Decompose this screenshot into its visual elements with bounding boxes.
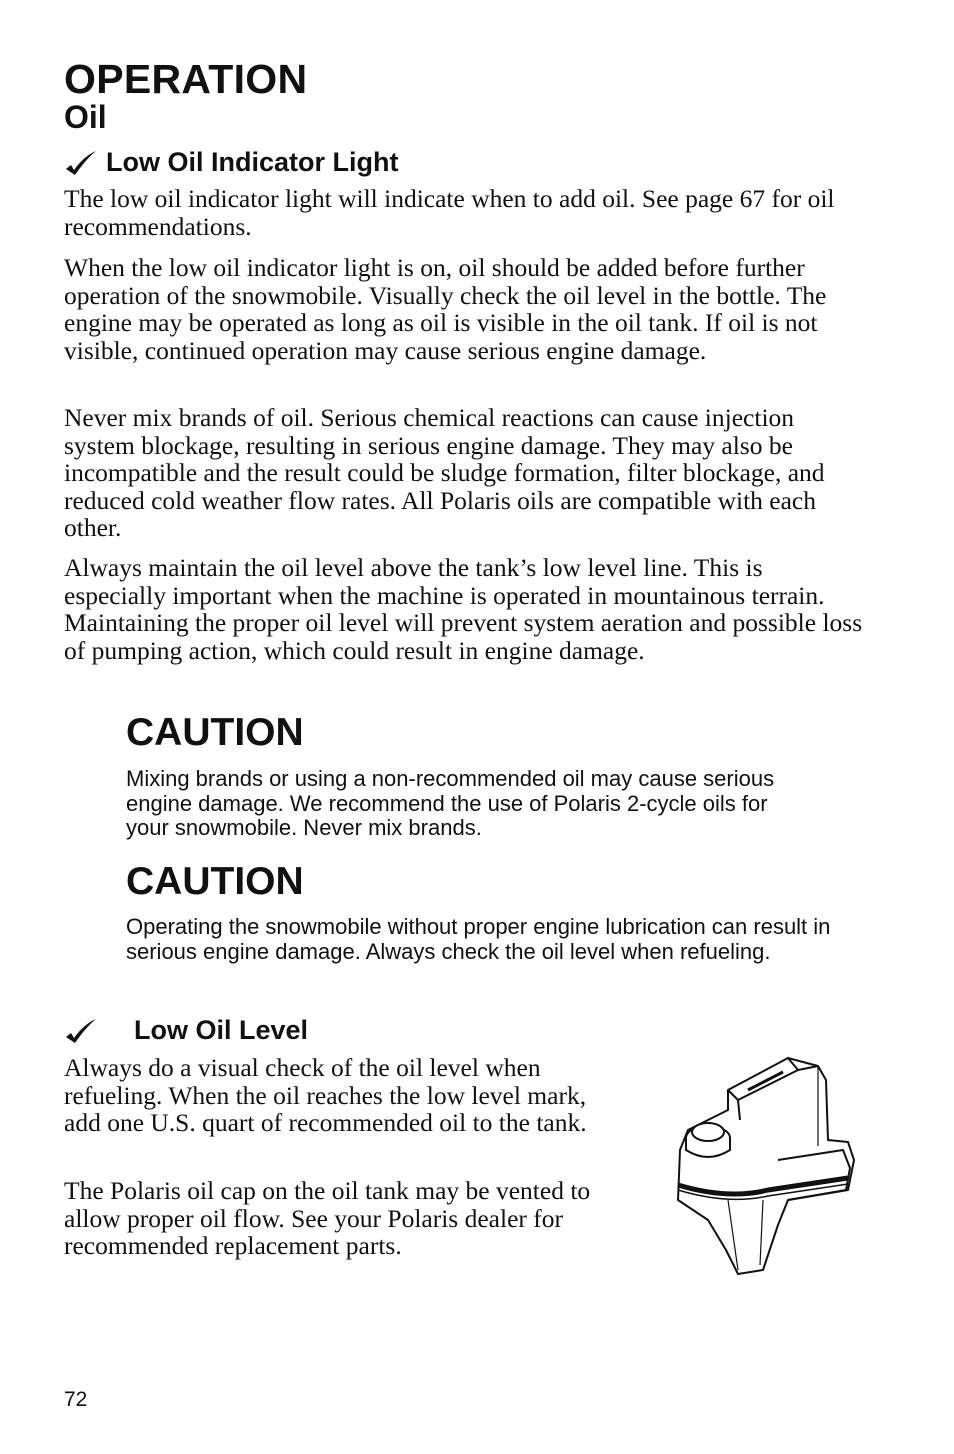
caution-title-2: CAUTION (126, 860, 304, 903)
caution-title-1: CAUTION (126, 711, 304, 754)
subsection-title: Oil (64, 99, 107, 135)
low-level-paragraph-1: Always do a visual check of the oil level when refueling. When the oil reaches the low level mark, add one U.S. quart of recommended oil to the tank. (64, 1053, 587, 1138)
low-level-heading-label: Low Oil Level (134, 1015, 309, 1045)
page-number: 72 (64, 1388, 88, 1411)
checkmark-icon (64, 148, 98, 176)
checkmark-icon (64, 1016, 98, 1044)
indicator-paragraph-4: Always maintain the oil level above the tank’s low level line. This is especially important when the machine is operated in mountainous terrain. Maintaining the proper oil level will prevent system aeration and possible loss of pumping action, which could result in engine damage. (64, 553, 863, 665)
indicator-paragraph-2: When the low oil indicator light is on, oil should be added before further operation of the snowmobile. Visually check the oil level in the bottle. The engine may be operated as long as oil is visible in the oil tank. If oil is not visible, continued operation may cause serious engine damage. (64, 253, 827, 365)
low-level-paragraph-2: The Polaris oil cap on the oil tank may be vented to allow proper oil flow. See your Polaris dealer for recommended replacement parts. (64, 1176, 591, 1261)
caution-text-2: Operating the snowmobile without proper engine lubrication can result in serious engine damage. Always check the oil level when refueling. (126, 914, 831, 964)
indicator-paragraph-1: The low oil indicator light will indicate when to add oil. See page 67 for oil recommendations. (64, 184, 835, 241)
indicator-paragraph-3: Never mix brands of oil. Serious chemical reactions can cause injection system blockage, resulting in serious engine damage. They may also be incompatible and the result could be sludge formation, filter blockage, and reduced cold weather flow rates. All Polaris oils are compatible with each other. (64, 403, 825, 543)
indicator-heading (64, 146, 398, 178)
indicator-heading-label: Low Oil Indicator Light (106, 147, 399, 177)
caution-text-1: Mixing brands or using a non-recommended oil may cause serious engine damage. We recommend the use of Polaris 2-cycle oils for your snowmobile. Never mix brands. (126, 766, 775, 841)
oil-tank-illustration (668, 1050, 868, 1280)
low-level-heading (64, 1014, 308, 1046)
section-title: OPERATION (64, 56, 308, 102)
